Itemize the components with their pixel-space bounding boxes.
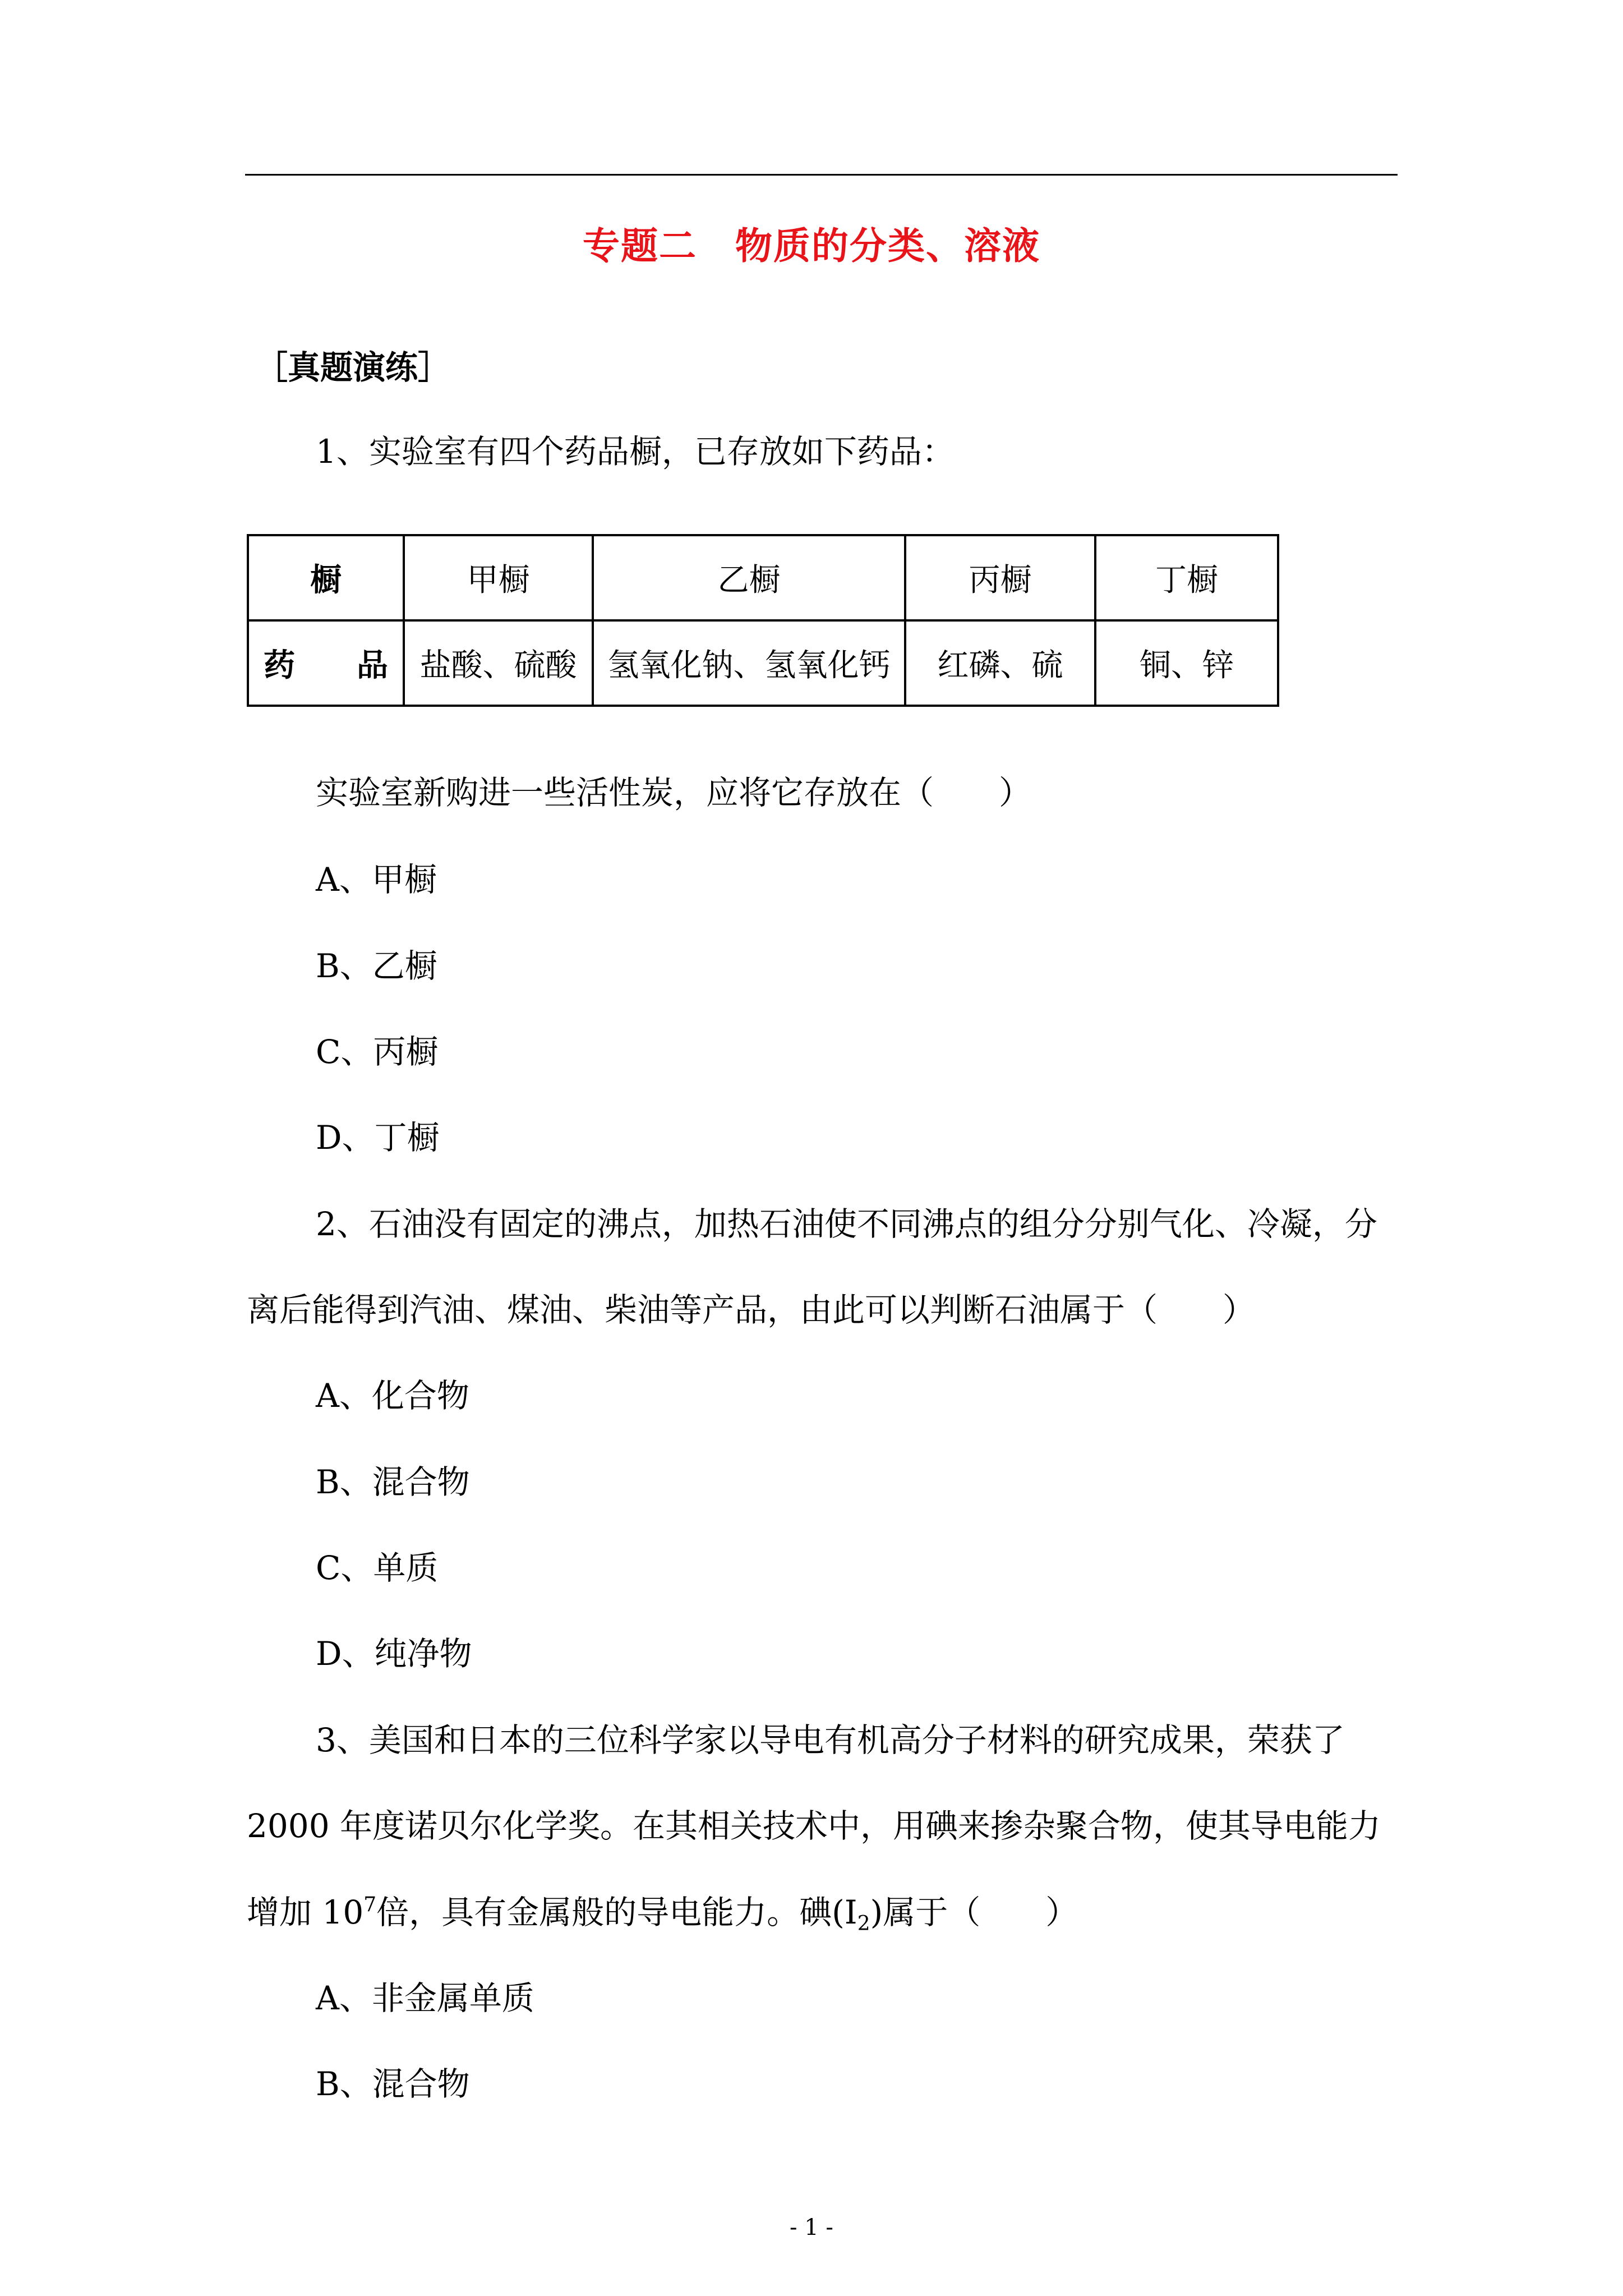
table-header-cell: 甲橱 bbox=[404, 535, 593, 620]
table-row bbox=[248, 620, 1278, 706]
table-row-label bbox=[248, 620, 404, 706]
table-header-cell: 丁橱 bbox=[1095, 535, 1278, 620]
row-label-char: 品 bbox=[357, 647, 388, 684]
table-cell: 氢氧化钠、氢氧化钙 bbox=[593, 620, 905, 706]
q3-option-b: B、混合物 bbox=[316, 2065, 470, 2103]
q1-option-c: C、丙橱 bbox=[316, 1033, 439, 1071]
q2-option-c: C、单质 bbox=[316, 1549, 439, 1587]
q2-option-b: B、混合物 bbox=[316, 1463, 470, 1501]
row-label-char: 药 bbox=[264, 647, 295, 684]
q1-option-b: B、乙橱 bbox=[316, 947, 437, 985]
subscript: 2 bbox=[857, 1912, 870, 1935]
q3-line-3-text-c: )属于（ ） bbox=[870, 1893, 1078, 1931]
q1-stem: 1、实验室有四个药品橱，已存放如下药品： bbox=[316, 432, 955, 471]
q1-question: 实验室新购进一些活性炭，应将它存放在（ ） bbox=[316, 774, 1032, 812]
q2-option-a: A、化合物 bbox=[316, 1377, 469, 1415]
page-number: - 1 - bbox=[790, 2215, 833, 2240]
q1-option-d: D、丁橱 bbox=[316, 1119, 440, 1157]
q3-line-3-text-a: 增加 10 bbox=[247, 1893, 364, 1931]
q3-line-1: 3、美国和日本的三位科学家以导电有机高分子材料的研究成果，荣获了 bbox=[316, 1721, 1345, 1759]
table-header-cell: 丙橱 bbox=[905, 535, 1095, 620]
q2-line-2: 离后能得到汽油、煤油、柴油等产品，由此可以判断石油属于（ ） bbox=[247, 1291, 1256, 1329]
q2-line-1: 2、石油没有固定的沸点，加热石油使不同沸点的组分分别气化、冷凝，分 bbox=[316, 1205, 1377, 1243]
table-header-cell: 橱 bbox=[248, 535, 404, 620]
q3-option-a: A、非金属单质 bbox=[316, 1979, 534, 2017]
q2-option-d: D、纯净物 bbox=[316, 1635, 472, 1673]
q1-option-a: A、甲橱 bbox=[316, 861, 437, 899]
table-cell: 铜、锌 bbox=[1095, 620, 1278, 706]
section-heading: ［真题演练］ bbox=[255, 348, 451, 386]
cabinet-table bbox=[247, 534, 1279, 707]
table-cell: 红磷、硫 bbox=[905, 620, 1095, 706]
table-cell: 盐酸、硫酸 bbox=[404, 620, 593, 706]
q3-line-3-text-b: 倍，具有金属般的导电能力。碘(I bbox=[376, 1893, 857, 1931]
table-header-row bbox=[248, 535, 1278, 620]
q3-line-2: 2000 年度诺贝尔化学奖。在其相关技术中，用碘来掺杂聚合物，使其导电能力 bbox=[247, 1807, 1381, 1845]
table-header-cell: 乙橱 bbox=[593, 535, 905, 620]
page-title: 专题二 物质的分类、溶液 bbox=[583, 224, 1040, 268]
header-rule bbox=[245, 174, 1398, 176]
q3-line-3 bbox=[247, 1892, 1078, 1933]
exponent: 7 bbox=[363, 1893, 377, 1916]
